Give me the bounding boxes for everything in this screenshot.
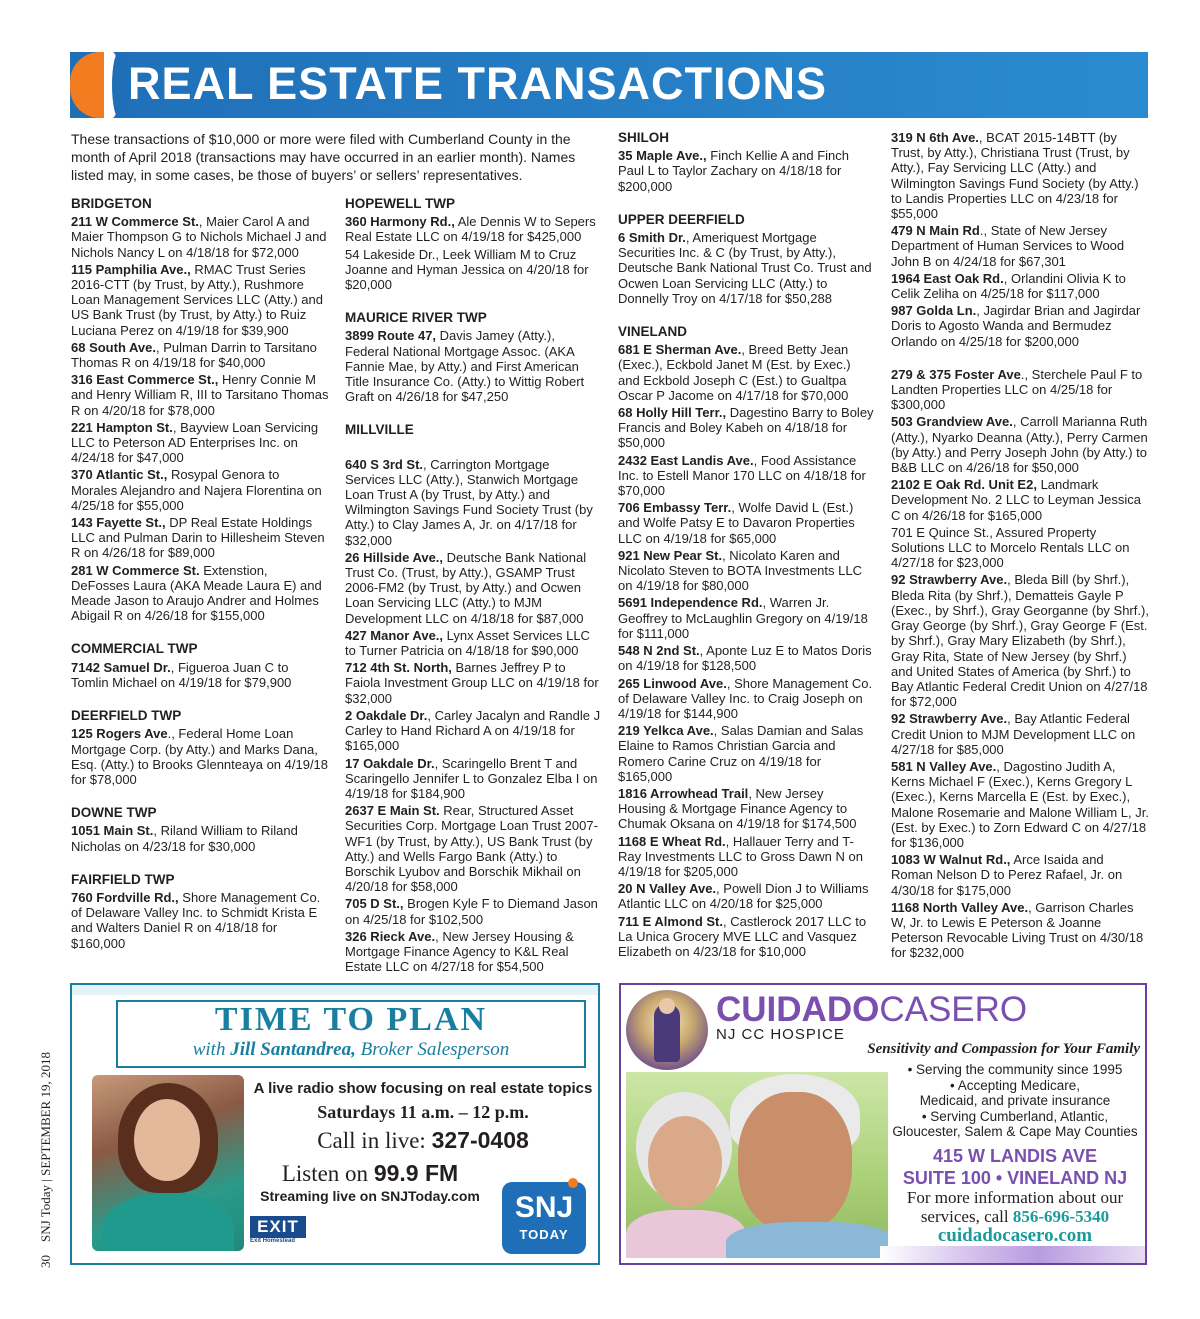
- property-address: 581 N Valley Ave.: [891, 758, 997, 774]
- transaction-details: , Warren Jr. Geoffrey to McLaughlin Gregory on 4/19/18 for $111,000: [618, 595, 868, 641]
- transaction-entry: [345, 929, 601, 975]
- transaction-details: , Ameriquest Mortgage Securities Inc. & C (by Trust, by Atty.), Deutsche Bank National Trust Co. Trust and Ocwen Loan Servicing LLC (Atty.) to Donnelly Troy on 4/17/18 for $50,288: [618, 230, 872, 306]
- section-gap: [891, 351, 1149, 367]
- property-address: 35 Maple Ave.,: [618, 148, 707, 164]
- transaction-entry: [71, 420, 329, 466]
- transaction-entry: [345, 756, 601, 802]
- transaction-details: , Breed Betty Jean (Exec.), Eckbold Janet M (Est. by Exec.) and Eckbold Joseph C (Est.) to Gualtpa Oscar P Jacome on 4/17/18 for $70,000: [618, 342, 851, 403]
- transaction-details: Henry Connie M and Henry William R, III to Tarsitano Thomas R on 4/20/18 for $78,000: [71, 372, 329, 418]
- transaction-entry: [891, 130, 1149, 221]
- transaction-details: DP Real Estate Holdings LLC and Pulman Darin to Hillesheim Steven R on 4/26/18 for $89,000: [71, 515, 325, 561]
- property-address: 2637 E Main St.: [345, 803, 440, 819]
- transaction-entry: [891, 303, 1149, 349]
- transaction-entry: [345, 803, 601, 894]
- cc-address-line1: 415 W LANDIS AVE: [932, 1146, 1098, 1166]
- ad-stream[interactable]: Streaming live on SNJToday.com: [260, 1188, 480, 1204]
- cc-address: [890, 1145, 1140, 1189]
- transaction-details: , Shore Management Co. of Delaware Valley Inc. to Craig Joseph on 4/19/18 for $144,900: [618, 675, 873, 721]
- section-heading: COMMERCIAL TWP: [71, 641, 198, 657]
- property-address: 681 E Sherman Ave.: [618, 342, 742, 358]
- snj-today-logo: [502, 1182, 586, 1254]
- section-gap: [345, 406, 601, 422]
- ad-host-name: Jill Santandrea,: [230, 1039, 356, 1060]
- property-address: 921 New Pear St.: [618, 547, 723, 563]
- transaction-details: , Hallauer Terry and T-Ray Investments LLC to Gross Dawn N on 4/19/18 for $205,000: [618, 833, 863, 879]
- transaction-details: , Carrington Mortgage Services LLC (Atty.), Stanwich Mortgage Loan Trust A (by Trust, by Atty.) and Wilmington Savings Fund Society Trust (by Atty.) to Clay James A, Jr. on 4/17/18 for $32,000: [345, 456, 593, 548]
- transaction-details: RMAC Trust Series 2016-CTT (by Trust, by Atty.), Rushmore Loan Management Services LLC (Atty.) and US Bank Trust (by Trust, by Atty.) to Ruiz Luciana Perez on 4/19/18 for $39,900: [71, 261, 323, 338]
- transaction-entry: [71, 823, 329, 853]
- publication-date: SNJ Today | SEPTEMBER 19, 2018: [38, 1052, 53, 1242]
- ad-subtitle-prefix: with: [192, 1039, 231, 1060]
- property-address: 17 Oakdale Dr.: [345, 755, 435, 771]
- transaction-entry: [618, 148, 874, 194]
- section-heading: DOWNE TWP: [71, 805, 157, 821]
- section-gap: [345, 441, 601, 457]
- transaction-details: Lynx Asset Services LLC to Turner Patricia on 4/18/18 for $90,000: [345, 627, 590, 659]
- transaction-entry: [891, 711, 1149, 757]
- transaction-details: , Orlandini Olivia K to Celik Zeliha on 4/25/18 for $117,000: [891, 270, 1126, 302]
- transaction-details: , Food Assistance Inc. to Estell Manor 170 LLC on 4/18/18 for $70,000: [618, 452, 866, 499]
- property-address: 1083 W Walnut Rd.,: [891, 852, 1011, 868]
- property-address: 2 Oakdale Dr.: [345, 707, 428, 723]
- host-photo: [92, 1075, 244, 1251]
- transaction-details: Arce Isaida and Roman Nelson D to Perez Rafael, Jr. on 4/30/18 for $175,000: [891, 852, 1123, 898]
- transaction-entry: [618, 453, 874, 499]
- transaction-entry: [345, 247, 601, 293]
- property-address: 125 Rogers Ave: [71, 726, 168, 742]
- transaction-details: Finch Kellie A and Finch Paul L to Taylor Zachary on 4/18/18 for $200,000: [618, 148, 849, 194]
- transaction-entry: [891, 852, 1149, 898]
- transaction-details: , Maier Carol A and Maier Thompson G to Nichols Michael J and Nichols Nancy L on 4/18/18 for $72,000: [71, 214, 327, 260]
- ad-host-role: Broker Salesperson: [355, 1039, 510, 1060]
- property-address: 326 Rieck Ave.: [345, 928, 436, 944]
- cc-brand-bold: CUIDADO: [716, 990, 880, 1029]
- transaction-entry: [345, 708, 601, 754]
- transaction-entry: [345, 550, 601, 626]
- transaction-entry: [345, 328, 601, 404]
- cc-bullet: • Serving the community since 1995: [907, 1062, 1123, 1077]
- transaction-details: Dagestino Barry to Boley Francis and Boley Kabeh on 4/18/18 for $50,000: [618, 405, 874, 451]
- transaction-entry: [891, 477, 1149, 523]
- side-footer-text: [38, 1052, 54, 1268]
- ad-top-band: [72, 985, 598, 995]
- cc-bullet: • Accepting Medicare,: [949, 1077, 1081, 1093]
- transaction-entry: [71, 372, 329, 418]
- transaction-details: , Bayview Loan Servicing LLC to Peterson AD Enterprises Inc. on 4/24/18 for $47,000: [71, 419, 319, 466]
- cc-more-info: [890, 1188, 1140, 1226]
- section-heading: MILLVILLE: [345, 422, 414, 438]
- property-address: 279 & 375 Foster Ave: [891, 366, 1021, 382]
- transaction-entry: [618, 914, 874, 960]
- call-prefix: Call in live:: [317, 1128, 432, 1153]
- transaction-details: , Figueroa Juan C to Tomlin Michael on 4/19/18 for $79,900: [71, 659, 292, 690]
- transaction-details: Landmark Development No. 2 LLC to Leyman Jessica C on 4/26/18 for $165,000: [891, 477, 1142, 523]
- section-gap: [345, 294, 601, 310]
- property-address: 548 N 2nd St.: [618, 643, 700, 659]
- transaction-entry: [618, 595, 874, 641]
- transaction-entry: [891, 414, 1149, 475]
- transaction-entry: [345, 628, 601, 658]
- listen-station: 99.9 FM: [373, 1160, 459, 1186]
- transaction-details: 701 E Quince St., Assured Property Solutions LLC to Morcelo Rentals LLC on 4/27/18 for $23,000: [891, 524, 1130, 571]
- cc-phone[interactable]: 856-696-5340: [1012, 1207, 1110, 1226]
- property-address: 370 Atlantic St.,: [71, 467, 168, 483]
- transaction-entry: [71, 890, 329, 951]
- transaction-entry: [618, 834, 874, 880]
- transaction-details: , Garrison Charles W, Jr. to Lewis E Peterson & Joanne Peterson Revocable Living Trust on 4/30/18 for $232,000: [891, 899, 1144, 961]
- property-address: 26 Hillside Ave.,: [345, 549, 444, 565]
- transaction-details: , Scaringello Brent T and Scaringello Jennifer L to Gonzalez Elba I on 4/19/18 for $184,900: [345, 755, 598, 801]
- cc-tagline: Sensitivity and Compassion for Your Family: [867, 1041, 1140, 1057]
- property-address: 319 N 6th Ave.: [891, 130, 979, 145]
- transaction-details: , New Jersey Housing & Mortgage Finance Agency to Chumak Oksana on 4/19/18 for $174,500: [618, 785, 857, 832]
- property-address: 6 Smith Dr.: [618, 230, 686, 246]
- property-address: 711 E Almond St.: [618, 913, 723, 929]
- section-heading: SHILOH: [618, 130, 670, 145]
- property-address: 706 Embassy Terr.: [618, 500, 732, 516]
- section-heading: VINELAND: [618, 324, 688, 340]
- column-3: [618, 130, 874, 961]
- intro-paragraph: These transactions of $10,000 or more were filed with Cumberland County in the month of April 2018 (transactions may have occurred in an earlier month). Names listed may, in some cases, be those of buyers’ or sellers’ representatives.: [71, 131, 576, 183]
- exit-logo-mark: EXIT: [250, 1216, 306, 1238]
- transaction-details: , Dagostino Judith A, Kerns Michael F (Exec.), Kerns Gregory L (Exec.), Kerns Marcella E (Est. by Exec.), Malone Rosemarie and Malone William L, Jr. (Est. by Exec.) to Zorn Edward C on 4/27/18 for $136,000: [891, 758, 1149, 850]
- transaction-details: Barnes Jeffrey P to Faiola Investment Group LLC on 4/19/18 for $32,000: [345, 660, 599, 706]
- transaction-details: , BCAT 2015-14BTT (by Trust, by Atty.), Christiana Trust (Trust, by Atty.), Fay Servicing LLC (Atty.) and Wilmington Savings Fund Society (by Atty.) to Landis Properties LLC on 4/23/18 for $55,000: [891, 130, 1139, 222]
- cc-website-link[interactable]: cuidadocasero.com: [937, 1225, 1093, 1246]
- cc-more-line1: For more information about our: [906, 1188, 1124, 1207]
- property-address: 211 W Commerce St.: [71, 214, 199, 230]
- transaction-details: , Aponte Luz E to Matos Doris on 4/19/18 for $128,500: [618, 643, 872, 674]
- transaction-details: , Riland William to Riland Nicholas on 4/23/18 for $30,000: [71, 823, 298, 854]
- property-address: 1168 E Wheat Rd.: [618, 833, 726, 849]
- property-address: 1168 North Valley Ave.: [891, 899, 1029, 915]
- cc-bullet: • Serving Cumberland, Atlantic,: [921, 1108, 1109, 1124]
- snj-logo-text: SNJ: [514, 1191, 574, 1224]
- property-address: 316 East Commerce St.,: [71, 372, 219, 388]
- section-heading: HOPEWELL TWP: [345, 196, 455, 211]
- transaction-entry: [71, 515, 329, 561]
- transaction-details: , Nicolato Karen and Nicolato Steven to BOTA Investments LLC on 4/19/18 for $80,000: [618, 547, 862, 594]
- transaction-details: Rear, Structured Asset Securities Corp. Mortgage Loan Trust 2007-WF1 (by Trust, by Atty.), US Bank Trust (by Atty.) and Wells Fargo Bank (Atty.) to Borschik Lyubov and Borschik Mikhail on 4/20/18 for $58,000: [345, 803, 598, 895]
- transaction-details: ., Federal Home Loan Mortgage Corp. (by Atty.) and Marks Dana, Esq. (Atty.) to Brooks Glennteaya on 4/19/18 for $78,000: [71, 726, 329, 787]
- header-tab-divider-inner: [112, 52, 126, 118]
- ad-listen: [240, 1160, 500, 1187]
- hospice-emblem-icon: [626, 990, 708, 1070]
- transaction-entry: [618, 500, 874, 546]
- property-address: 7142 Samuel Dr.: [71, 659, 171, 675]
- transaction-entry: [891, 759, 1149, 850]
- transaction-entry: [618, 643, 874, 673]
- transaction-details: , Castlerock 2017 LLC to La Unica Grocery MVE LLC and Vasquez Elizabeth on 4/23/18 for $10,000: [618, 913, 867, 959]
- snj-logo-sub: TODAY: [519, 1227, 569, 1242]
- transaction-details: , Jagirdar Brian and Jagirdar Doris to Agosto Wanda and Bermudez Orlando on 4/25/18 for $200,000: [891, 303, 1141, 349]
- section-gap: [71, 856, 329, 872]
- transaction-entry: [618, 786, 874, 832]
- property-address: 760 Fordville Rd.,: [71, 889, 179, 905]
- section-gap: [71, 625, 329, 641]
- transaction-entry: [891, 572, 1149, 709]
- transaction-details: Deutsche Bank National Trust Co. (Trust, by Atty.), GSAMP Trust 2006-FM2 (by Trust, by Atty.) and Ocwen Loan Servicing LLC (Atty.) to MJM Development LLC on 4/18/18 for $87,000: [345, 549, 587, 626]
- property-address: 3899 Route 47,: [345, 328, 437, 344]
- section-heading: MAURICE RIVER TWP: [345, 310, 487, 326]
- cc-address-line2: SUITE 100 • VINELAND NJ: [902, 1168, 1128, 1188]
- section-gap: [618, 196, 874, 212]
- transaction-details: , Carley Jacalyn and Randle J Carley to Hand Richard A on 4/19/18 for $165,000: [345, 707, 601, 754]
- cc-bullet: Gloucester, Salem & Cape May Counties: [892, 1124, 1138, 1140]
- transaction-entry: [71, 563, 329, 624]
- transaction-entry: [71, 660, 329, 690]
- property-address: 1051 Main St.: [71, 823, 154, 839]
- section-heading: UPPER DEERFIELD: [618, 211, 745, 227]
- property-address: 712 4th St. North,: [345, 660, 452, 676]
- transaction-entry: [891, 271, 1149, 301]
- transaction-details: , Powell Dion J to Williams Atlantic LLC on 4/20/18 for $25,000: [618, 881, 869, 912]
- property-address: 5691 Independence Rd.: [618, 595, 763, 611]
- property-address: 221 Hampton St.: [71, 419, 173, 435]
- transaction-details: Rosypal Genora to Morales Alejandro and Najera Florentina on 4/25/18 for $55,000: [71, 467, 322, 513]
- transaction-entry: [618, 548, 874, 594]
- property-address: 503 Grandview Ave.: [891, 414, 1013, 430]
- elderly-couple-photo: [626, 1072, 888, 1258]
- transaction-details: , Salas Damian and Salas Elaine to Ramos Christian Garcia and Romero Carine Cruz on 4/19/18 for $165,000: [618, 723, 864, 784]
- transaction-entry: [891, 223, 1149, 269]
- column-4: [891, 130, 1149, 963]
- transaction-details: , Wolfe David L (Est.) and Wolfe Patsy E to Davaron Properties LLC on 4/19/18 for $65,000: [618, 500, 855, 546]
- page-number: 30: [38, 1255, 53, 1268]
- transaction-entry: [345, 896, 601, 926]
- transaction-entry: [71, 726, 329, 787]
- transaction-entry: [71, 467, 329, 513]
- property-address: 219 Yelkca Ave.: [618, 723, 714, 739]
- transaction-entry: [618, 405, 874, 451]
- property-address: 265 Linwood Ave.: [618, 675, 727, 691]
- transaction-entry: [71, 340, 329, 370]
- ad-title: TIME TO PLAN: [214, 1001, 488, 1038]
- cc-bullets: [890, 1062, 1140, 1140]
- property-address: 68 South Ave.: [71, 339, 157, 355]
- column-1: [71, 196, 329, 953]
- column-2: [345, 196, 601, 976]
- call-number[interactable]: 327-0408: [431, 1127, 529, 1153]
- property-address: 92 Strawberry Ave.: [891, 711, 1008, 727]
- listen-prefix: Listen on: [281, 1161, 374, 1186]
- cc-brand-light: CASERO: [879, 990, 1028, 1029]
- transaction-details: Ale Dennis W to Sepers Real Estate LLC on 4/19/18 for $425,000: [345, 214, 596, 245]
- transaction-details: Shore Management Co. of Delaware Valley Inc. to Schmidt Krista E and Walters Daniel R on 4/18/18 for $160,000: [71, 889, 321, 951]
- ad-schedule: Saturdays 11 a.m. – 12 p.m.: [317, 1102, 529, 1122]
- cc-bullet: Medicaid, and private insurance: [919, 1093, 1111, 1109]
- property-address: 640 S 3rd St.: [345, 456, 424, 472]
- ad-description: A live radio show focusing on real estate topics: [253, 1080, 593, 1097]
- property-address: 479 N Main Rd: [891, 223, 980, 239]
- property-address: 281 W Commerce St.: [71, 562, 200, 578]
- section-gap: [618, 308, 874, 324]
- transaction-entry: [618, 723, 874, 784]
- transaction-entry: [345, 214, 601, 244]
- property-address: 20 N Valley Ave.: [618, 881, 717, 897]
- transaction-entry: [618, 342, 874, 403]
- property-address: 143 Fayette St.,: [71, 515, 166, 531]
- snj-logo-dot: [568, 1178, 578, 1188]
- cc-more-prefix: services, call: [920, 1207, 1013, 1226]
- transaction-entry: [618, 881, 874, 911]
- transaction-entry: [71, 262, 329, 338]
- property-address: 705 D St.,: [345, 896, 404, 912]
- flower-decoration: [880, 1246, 1145, 1263]
- transaction-entry: [345, 457, 601, 548]
- transaction-details: , New Jersey Housing & Mortgage Finance Agency to K&L Real Estate LLC on 4/27/18 for $54,500: [345, 928, 574, 975]
- property-address: 1964 East Oak Rd.: [891, 270, 1004, 286]
- transaction-details: , Bleda Bill (by Shrf.), Bleda Rita (by Shrf.), Dematteis Gayle P (Exec., by Shrf.), Gray Georganne (by Shrf.), Gray George (by Shrf.), Gray George F (Est. by Shrf.), Gray Mary Elizabeth (by Shrf.), Gray Rita, State of New Jersey (by Shrf.) and United States of America (by Shrf.) to Bay Atlantic Federal Credit Union on 4/27/18 for $72,000: [891, 572, 1149, 710]
- transaction-entry: [618, 676, 874, 722]
- section-heading: BRIDGETON: [71, 196, 152, 211]
- transaction-details: , Bay Atlantic Federal Credit Union to MJM Development LLC on 4/27/18 for $85,000: [891, 711, 1136, 757]
- transaction-details: , Carroll Marianna Ruth (Atty.), Nyarko Deanna (Atty.), Perry Carmen (by Atty.) and Perry Joseph John (by Atty.) to B&B LLC on 4/26/18 for $50,000: [891, 414, 1148, 476]
- transaction-entry: [345, 660, 601, 706]
- property-address: 92 Strawberry Ave.: [891, 572, 1008, 588]
- transaction-details: Extenstion, DeFosses Laura (AKA Meade Laura E) and Meade Jason to Araujo Andrer and Holmes Abigail R on 4/26/18 for $155,000: [71, 562, 322, 624]
- transaction-entry: [891, 525, 1149, 571]
- property-address: 2102 E Oak Rd. Unit E2,: [891, 477, 1037, 493]
- transaction-details: ., Sterchele Paul F to Landten Properties LLC on 4/25/18 for $300,000: [891, 366, 1143, 413]
- exit-logo: [250, 1216, 316, 1256]
- transaction-entry: [891, 367, 1149, 413]
- property-address: 68 Holly Hill Terr.,: [618, 405, 727, 421]
- ad-subtitle: [116, 1038, 586, 1062]
- transaction-details: Brogen Kyle F to Diemand Jason on 4/25/18 for $102,500: [345, 896, 598, 927]
- property-address: 1816 Arrowhead Trail: [618, 785, 749, 801]
- section-gap: [71, 789, 329, 805]
- transaction-details: ., State of New Jersey Department of Human Services to Wood John B on 4/24/18 for $67,301: [891, 223, 1125, 269]
- cc-subtitle: NJ CC HOSPICE: [716, 1026, 845, 1043]
- property-address: 427 Manor Ave.,: [345, 627, 444, 643]
- exit-logo-sub: Exit Homestead: [250, 1238, 296, 1244]
- property-address: 360 Harmony Rd.,: [345, 214, 455, 230]
- transaction-entry: [618, 230, 874, 306]
- section-heading: FAIRFIELD TWP: [71, 871, 175, 887]
- property-address: 115 Pamphilia Ave.,: [71, 261, 191, 277]
- transaction-details: Davis Jamey (Atty.), Federal National Mortgage Assoc. (AKA Fannie Mae, by Atty.) and First American Title Insurance Co. (Atty.) to Wittig Robert Graft on 4/26/18 for $47,250: [345, 328, 585, 405]
- transaction-details: 54 Lakeside Dr., Leek William M to Cruz Joanne and Hyman Jessica on 4/20/18 for $20,000: [345, 246, 589, 293]
- transaction-entry: [71, 214, 329, 260]
- transaction-details: , Pulman Darrin to Tarsitano Thomas R on 4/19/18 for $40,000: [71, 339, 317, 371]
- section-heading: DEERFIELD TWP: [71, 708, 182, 724]
- property-address: 2432 East Landis Ave.: [618, 452, 754, 468]
- page-title: REAL ESTATE TRANSACTIONS: [128, 58, 828, 109]
- section-gap: [71, 692, 329, 708]
- cc-brand: [716, 990, 1027, 1030]
- property-address: 987 Golda Ln.: [891, 303, 977, 319]
- transaction-entry: [891, 900, 1149, 961]
- ad-call-in: [250, 1127, 596, 1154]
